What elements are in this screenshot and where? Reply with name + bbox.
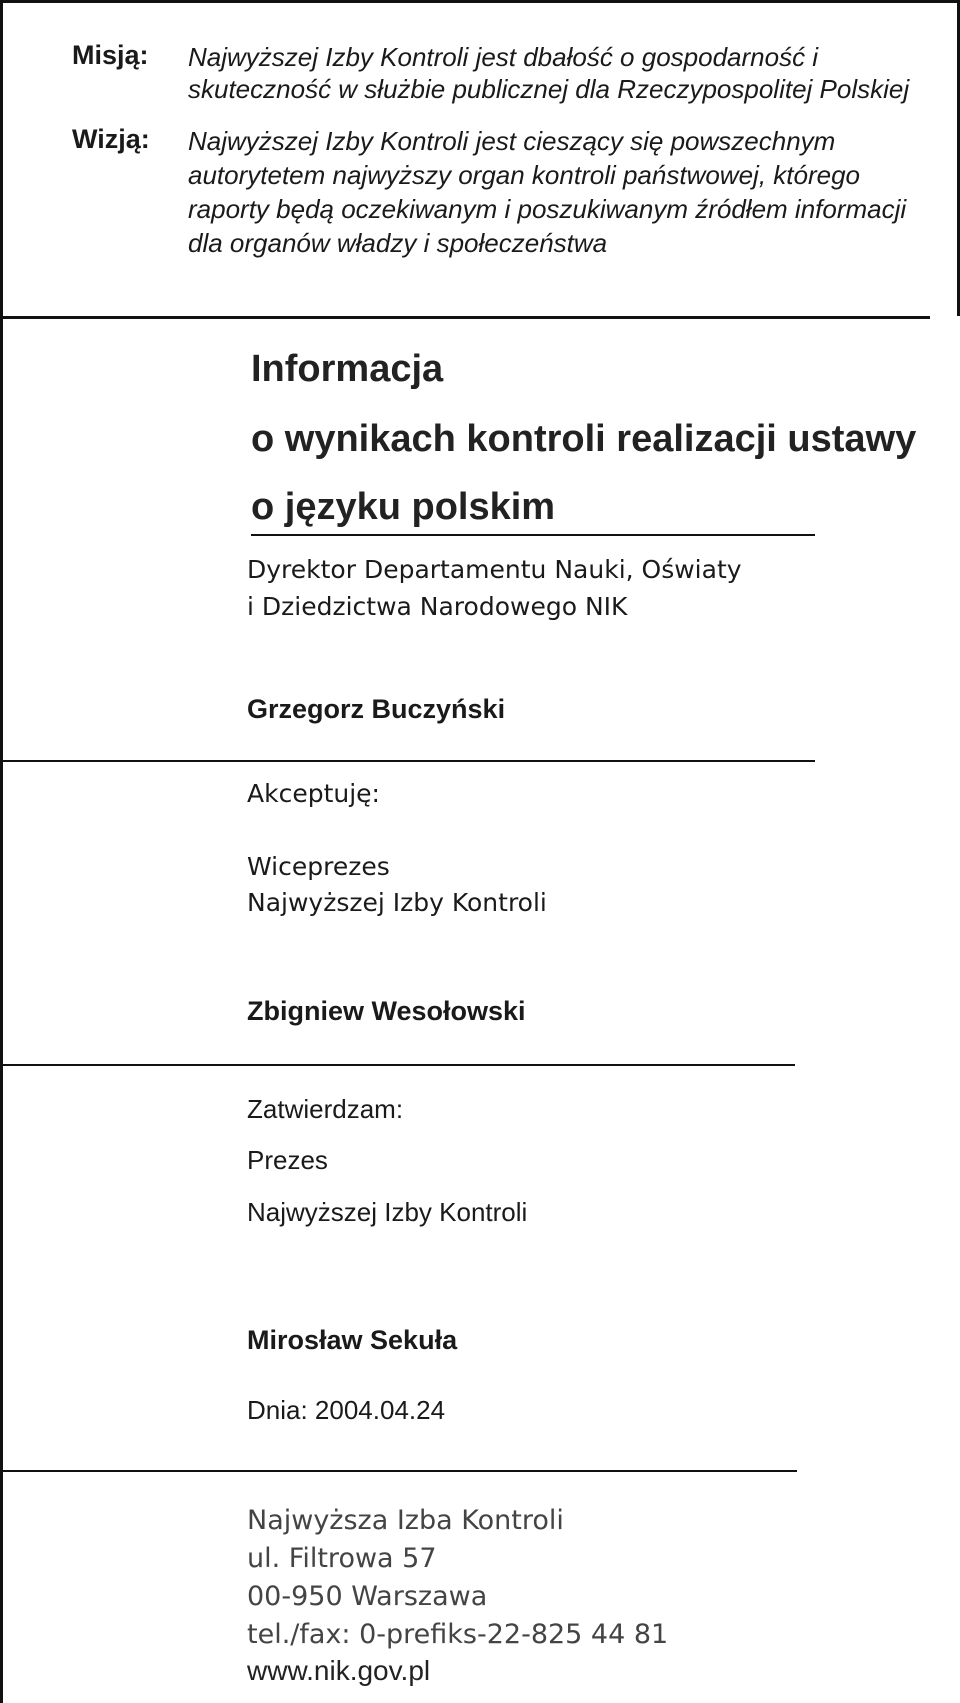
footer-city: 00-950 Warszawa bbox=[247, 1581, 488, 1612]
separator-line bbox=[0, 316, 930, 319]
report-title-line-1: Informacja bbox=[251, 348, 444, 390]
mission-label: Misją: bbox=[72, 40, 149, 70]
director-name: Grzegorz Buczyński bbox=[247, 694, 506, 724]
vice-role-line-1: Wiceprezes bbox=[247, 852, 390, 881]
vision-text-line-2: autorytetem najwyższy organ kontroli państwowej, którego bbox=[188, 160, 860, 190]
separator-line bbox=[251, 534, 815, 536]
separator-line bbox=[0, 760, 815, 762]
mission-text-line-1: Najwyższej Izby Kontroli jest dbałość o gospodarność i bbox=[188, 42, 819, 72]
footer-organization: Najwyższa Izba Kontroli bbox=[247, 1505, 564, 1536]
report-title-line-2: o wynikach kontroli realizacji ustawy bbox=[251, 418, 917, 460]
director-role-line-1: Dyrektor Departamentu Nauki, Oświaty bbox=[247, 555, 742, 584]
frame-top-line bbox=[0, 0, 960, 3]
vision-text-line-4: dla organów władzy i społeczeństwa bbox=[188, 228, 608, 258]
vice-role-line-2: Najwyższej Izby Kontroli bbox=[247, 888, 547, 917]
report-title-line-3: o języku polskim bbox=[251, 486, 556, 528]
frame-left-line bbox=[0, 0, 3, 1703]
president-approve-label: Zatwierdzam: bbox=[247, 1094, 404, 1124]
vice-accept-label: Akceptuję: bbox=[247, 779, 380, 808]
separator-line bbox=[0, 1064, 795, 1066]
mission-text-line-2: skuteczność w służbie publicznej dla Rzeczypospolitej Polskiej bbox=[188, 74, 910, 104]
president-name: Mirosław Sekuła bbox=[247, 1325, 458, 1355]
vice-name: Zbigniew Wesołowski bbox=[247, 996, 526, 1026]
vision-text-line-3: raporty będą oczekiwanym i poszukiwanym źródłem informacji bbox=[188, 194, 907, 224]
footer-phone: tel./fax: 0-prefiks-22-825 44 81 bbox=[247, 1619, 669, 1650]
approval-date: Dnia: 2004.04.24 bbox=[247, 1395, 446, 1425]
president-role-line-2: Najwyższej Izby Kontroli bbox=[247, 1197, 528, 1227]
footer-website-link[interactable]: www.nik.gov.pl bbox=[247, 1655, 431, 1686]
director-role-line-2: i Dziedzictwa Narodowego NIK bbox=[247, 592, 628, 621]
separator-line bbox=[0, 1470, 797, 1472]
president-role-line-1: Prezes bbox=[247, 1145, 328, 1175]
footer-street: ul. Filtrowa 57 bbox=[247, 1543, 437, 1574]
vision-label: Wizją: bbox=[72, 124, 150, 154]
vision-text-line-1: Najwyższej Izby Kontroli jest cieszący się powszechnym bbox=[188, 126, 836, 156]
